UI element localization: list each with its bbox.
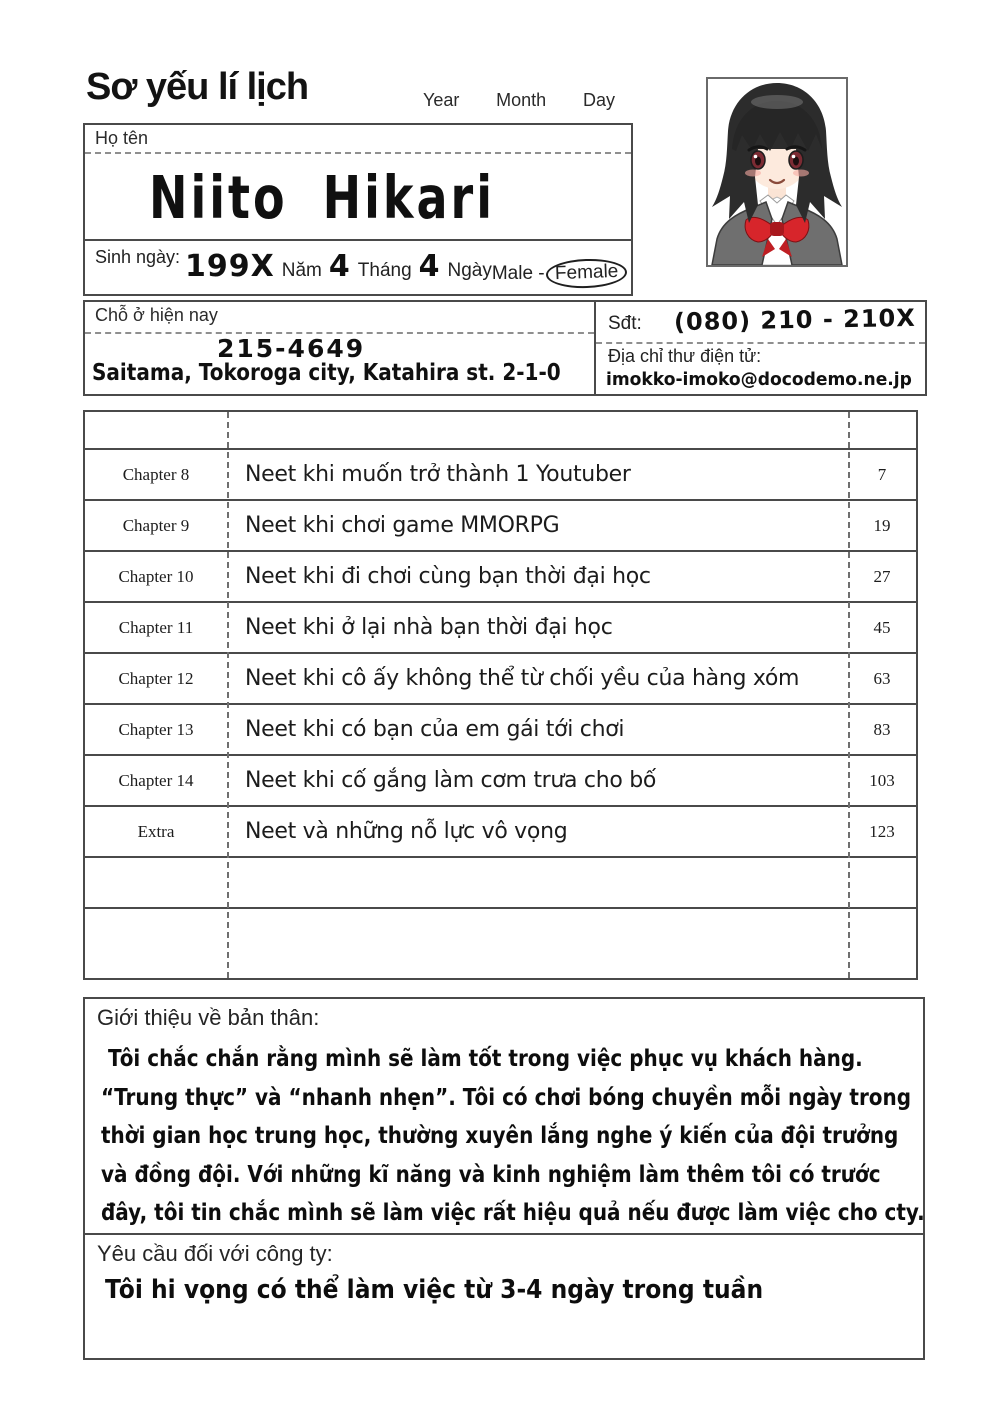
gender-male-label: Male -: [491, 262, 545, 284]
name-dashed-rule: [85, 152, 631, 154]
toc-chapter-label: Chapter 13: [118, 719, 194, 739]
phone-value: (080) 210 - 210X: [673, 303, 916, 337]
toc-chapter-label: Chapter 11: [118, 617, 194, 637]
toc-page-number: 103: [869, 770, 895, 790]
birth-row: [85, 241, 631, 296]
toc-page-number: 45: [873, 617, 891, 637]
phone-label: Sđt:: [608, 313, 642, 334]
request-box: [83, 1233, 925, 1360]
contact-dashed-rule: [596, 342, 925, 344]
toc-empty-row: [85, 856, 916, 907]
about-line: và đồng đội. Với những kĩ năng và kinh nghiệm làm thêm tôi có trước: [101, 1159, 881, 1188]
gender-female-selected: Female: [545, 258, 627, 290]
about-line: thời gian học trung học, thường xuyên lắng nghe ý kiến của đội trưởng: [101, 1121, 899, 1149]
contact-box: [594, 300, 927, 396]
about-line: đây, tôi tin chắc mình sẽ làm việc rất hiệu quả nếu được làm việc cho cty.: [101, 1198, 925, 1226]
toc-empty-row: [85, 907, 916, 958]
address-box: [83, 300, 596, 396]
date-month-label: Month: [496, 90, 547, 110]
toc-row: [85, 499, 916, 550]
toc-title: Neet khi chơi game MMORPG: [245, 513, 560, 538]
birth-year-value: 199X: [185, 249, 275, 284]
about-line: “Trung thực” và “nhanh nhẹn”. Tôi có chơi bóng chuyền mỗi ngày trong: [101, 1082, 912, 1111]
birth-year-unit: Năm: [281, 260, 322, 281]
about-line: Tôi chắc chắn rằng mình sẽ làm tốt trong việc phục vụ khách hàng.: [101, 1044, 863, 1072]
toc-row: [85, 754, 916, 805]
email-value: imokko-imoko@docodemo.ne.jp: [606, 369, 912, 390]
date-year-label: Year: [423, 90, 460, 110]
about-label: Giới thiệu về bản thân:: [97, 1005, 320, 1030]
toc-chapter-label: Chapter 8: [122, 464, 190, 484]
request-label: Yêu cầu đối với công ty:: [97, 1241, 333, 1266]
toc-row: [85, 550, 916, 601]
toc-right-dashed-divider: [848, 412, 850, 978]
about-box: [83, 997, 925, 1235]
gender-field: [492, 259, 627, 288]
toc-left-dashed-divider: [227, 412, 229, 978]
request-value: Tôi hi vọng có thể làm việc từ 3-4 ngày trong tuần: [105, 1275, 764, 1305]
toc-page-number: 123: [869, 821, 895, 841]
about-text: [101, 1039, 925, 1232]
email-label: Địa chỉ thư điện tử:: [608, 346, 762, 366]
identity-box: [83, 123, 633, 296]
birth-month-unit: Tháng: [357, 260, 412, 281]
birth-month-value: 4: [328, 249, 351, 284]
toc-title: Neet và những nỗ lực vô vọng: [245, 819, 568, 844]
anime-girl-portrait-illustration: [708, 79, 846, 265]
birth-label: Sinh ngày:: [95, 247, 181, 267]
toc-page-number: 7: [877, 464, 887, 484]
name-label: Họ tên: [95, 128, 149, 148]
toc-row: [85, 601, 916, 652]
toc-chapter-label: Extra: [137, 821, 175, 841]
toc-title: Neet khi cố gắng làm cơm trưa cho bố: [245, 768, 657, 793]
postal-code-value: 215-4649: [217, 334, 366, 363]
toc-row: [85, 703, 916, 754]
toc-row: [85, 652, 916, 703]
toc-chapter-label: Chapter 12: [118, 668, 194, 688]
name-value: Niito Hikari: [149, 163, 495, 233]
toc-title: Neet khi đi chơi cùng bạn thời đại học: [245, 564, 651, 589]
toc-title: Neet khi muốn trở thành 1 Youtuber: [245, 462, 631, 487]
id-photo: [706, 77, 848, 267]
toc-chapter-label: Chapter 14: [118, 770, 194, 790]
toc-table: [83, 410, 918, 980]
toc-chapter-label: Chapter 10: [118, 566, 194, 586]
toc-page-number: 19: [873, 515, 891, 535]
toc-header-strip: [85, 412, 916, 448]
address-label: Chỗ ở hiện nay: [95, 305, 218, 325]
toc-row: [85, 805, 916, 856]
toc-title: Neet khi ở lại nhà bạn thời đại học: [245, 615, 613, 640]
date-header: [423, 90, 615, 111]
toc-page-number: 83: [873, 719, 891, 739]
page-title: Sơ yếu lí lịch: [86, 66, 309, 108]
address-value: Saitama, Tokoroga city, Katahira st. 2-1-0: [92, 360, 561, 386]
toc-row: [85, 448, 916, 499]
birth-fields: [185, 249, 492, 284]
toc-title: Neet khi có bạn của em gái tới chơi: [245, 717, 625, 742]
toc-chapter-label: Chapter 9: [122, 515, 190, 535]
date-day-label: Day: [582, 90, 615, 110]
birth-day-unit: Ngày: [447, 260, 492, 281]
toc-title: Neet khi cô ấy không thể từ chối yều của hàng xóm: [245, 666, 800, 691]
birth-day-value: 4: [418, 249, 441, 284]
toc-page-number: 63: [873, 668, 891, 688]
toc-page-number: 27: [873, 566, 891, 586]
